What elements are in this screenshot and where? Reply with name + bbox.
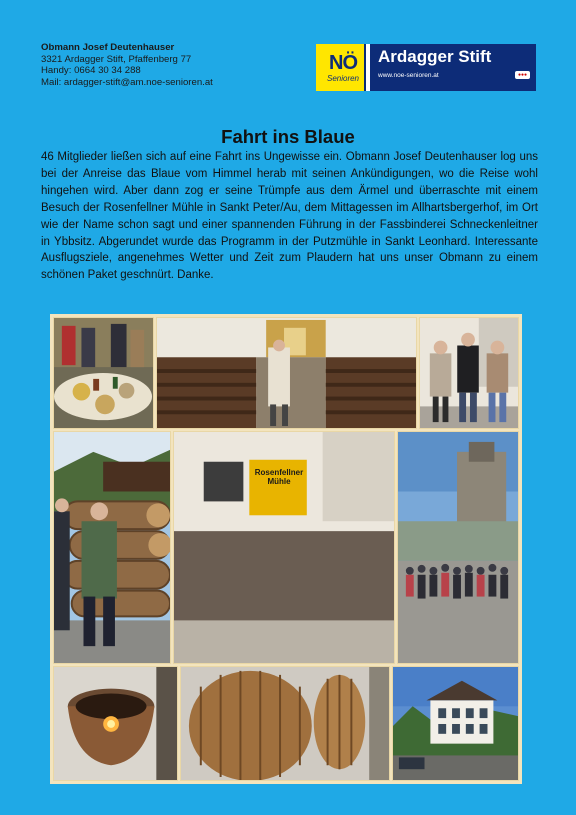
contact-mail: Mail: ardagger-stift@am.noe-senioren.at xyxy=(41,76,213,88)
photo-buffet-table xyxy=(53,317,154,429)
photo-house xyxy=(392,666,519,781)
photo-wine-barrels xyxy=(180,666,390,781)
logo-badge-stripe xyxy=(364,44,370,91)
logo-badge-text: NÖ xyxy=(329,51,357,74)
photo-three-people xyxy=(419,317,519,429)
mill-sign: Rosenfellner Mühle xyxy=(254,468,304,486)
logo-badge xyxy=(316,44,370,91)
photo-group-tower xyxy=(397,431,519,664)
photo-barrel-furnace xyxy=(53,666,178,781)
logo-title: Ardagger Stift xyxy=(378,47,492,66)
photo-logs xyxy=(53,431,171,664)
photo-collage xyxy=(50,314,522,784)
logo-text-area xyxy=(370,44,536,91)
noe-senioren-logo xyxy=(316,44,536,91)
contact-phone: Handy: 0664 30 34 288 xyxy=(41,65,141,77)
article-title: Fahrt ins Blaue xyxy=(221,126,355,147)
logo-url-row xyxy=(378,71,530,79)
article-body: 46 Mitglieder ließen sich auf eine Fahrt ins Ungewisse ein. Obmann Josef Deutenhauser log uns bei der Anreise das Blaue vom Himmel herab mit seinen Ankündigungen, wo die Reise wohl hingehen wird. Aber dann zog er seine Trümpfe aus dem Ärmel und überraschte mit einem Besuch der Rosenfellner Mühle in Sankt Peter/Au, dem Mittagessen im Allhartsbergerhof, im Ort wie der Name schon sagt und einer spannenden Führung in der Fassbinderei Schneckenleitner in Ybbsitz. Abgerundet wurde das Programm in der Putzmühle in Sankt Leonhard. Interessante Ausflugsziele, angenehmes Wetter und Zeit zum Plaudern hat uns unser Obmann zu einem schönen Paket geschnürt. Danke. xyxy=(41,151,538,282)
photo-group-mill xyxy=(173,431,395,664)
logo-badge-sub: Senioren xyxy=(326,73,360,83)
logo-partner-badge-icon: ●●● xyxy=(515,71,530,79)
contact-address: 3321 Ardagger Stift, Pfaffenberg 77 xyxy=(41,53,192,65)
logo-url: www.noe-senioren.at xyxy=(378,71,439,79)
photo-chapel xyxy=(156,317,417,429)
contact-block xyxy=(41,42,213,88)
contact-name: Obmann Josef Deutenhauser xyxy=(41,42,175,53)
